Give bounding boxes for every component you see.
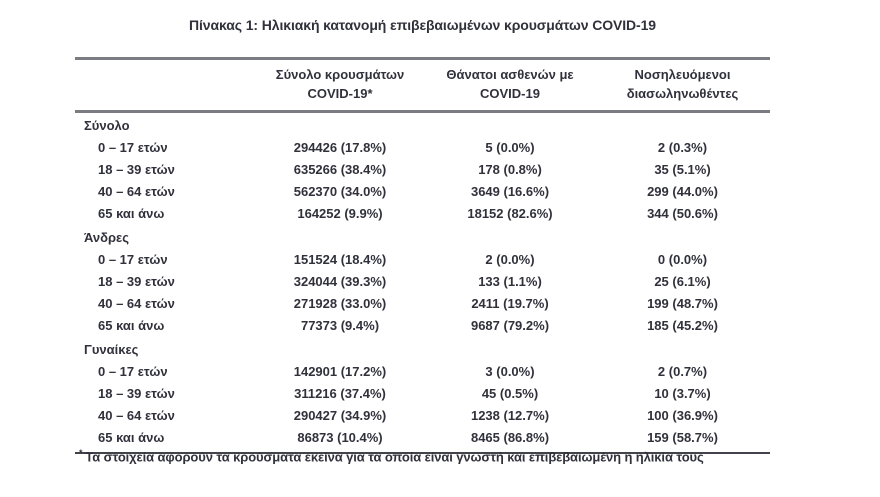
age-label-cell: 0 – 17 ετών bbox=[98, 364, 168, 379]
section-label: Γυναίκες bbox=[84, 342, 139, 357]
age-label-cell: 18 – 39 ετών bbox=[98, 162, 175, 177]
age-label-cell: 65 και άνω bbox=[98, 430, 165, 445]
deaths-cell: 9687 (79.2%) bbox=[470, 318, 550, 333]
cases-cell: 562370 (34.0%) bbox=[293, 184, 387, 199]
deaths-cell: 178 (0.8%) bbox=[478, 162, 542, 177]
header-intubated-line1: Νοσηλευόμενοι bbox=[634, 67, 731, 82]
intubated-cell: 2 (0.7%) bbox=[657, 364, 708, 379]
intubated-cell: 2 (0.3%) bbox=[657, 140, 708, 155]
table-footnote bbox=[79, 448, 799, 464]
header-intubated bbox=[595, 59, 770, 112]
table-row bbox=[75, 159, 770, 181]
age-label-cell: 40 – 64 ετών bbox=[98, 296, 175, 311]
age-label-cell: 65 και άνω bbox=[98, 318, 165, 333]
intubated-cell: 299 (44.0%) bbox=[647, 184, 718, 199]
age-label-cell: 40 – 64 ετών bbox=[98, 184, 175, 199]
cases-cell: 311216 (37.4%) bbox=[294, 386, 386, 401]
deaths-cell: 5 (0.0%) bbox=[485, 140, 535, 155]
header-total-cases-line2: COVID-19* bbox=[307, 86, 373, 101]
cases-cell: 77373 (9.4%) bbox=[300, 318, 380, 333]
cases-cell: 290427 (34.9%) bbox=[293, 408, 387, 423]
cases-cell: 324044 (39.3%) bbox=[293, 274, 387, 289]
covid-age-distribution-table bbox=[75, 57, 770, 454]
table-row bbox=[75, 405, 770, 427]
deaths-cell: 3 (0.0%) bbox=[485, 364, 535, 379]
intubated-cell: 199 (48.7%) bbox=[647, 296, 718, 311]
deaths-cell: 2 (0.0%) bbox=[485, 252, 535, 267]
intubated-cell: 100 (36.9%) bbox=[647, 408, 718, 423]
table-title: Πίνακας 1: Ηλικιακή κατανομή επιβεβαιωμένων κρουσμάτων COVID-19 bbox=[189, 17, 656, 33]
deaths-cell: 18152 (82.6%) bbox=[467, 206, 553, 221]
table-row bbox=[75, 181, 770, 203]
deaths-cell: 3649 (16.6%) bbox=[470, 184, 550, 199]
section-label: Άνδρες bbox=[84, 230, 129, 245]
cases-cell: 635266 (38.4%) bbox=[293, 162, 387, 177]
section-header-women bbox=[75, 337, 770, 361]
section-header-total bbox=[75, 112, 770, 138]
cases-cell: 86873 (10.4%) bbox=[297, 430, 383, 445]
header-row bbox=[75, 59, 770, 112]
intubated-cell: 185 (45.2%) bbox=[647, 318, 718, 333]
cases-cell: 271928 (33.0%) bbox=[293, 296, 387, 311]
header-total-cases-line1: Σύνολο κρουσμάτων bbox=[275, 67, 405, 82]
section-header-men bbox=[75, 225, 770, 249]
table-row bbox=[75, 137, 770, 159]
table-row bbox=[75, 271, 770, 293]
table-row bbox=[75, 203, 770, 225]
deaths-cell: 45 (0.5%) bbox=[481, 386, 539, 401]
section-label: Σύνολο bbox=[84, 118, 130, 133]
intubated-cell: 25 (6.1%) bbox=[654, 274, 711, 289]
table-row bbox=[75, 293, 770, 315]
deaths-cell: 1238 (12.7%) bbox=[470, 408, 550, 423]
intubated-cell: 10 (3.7%) bbox=[654, 386, 711, 401]
cases-cell: 151524 (18.4%) bbox=[293, 252, 387, 267]
deaths-cell: 2411 (19.7%) bbox=[471, 296, 549, 311]
header-intubated-line2: διασωληνωθέντες bbox=[626, 86, 739, 101]
header-deaths bbox=[425, 59, 595, 112]
table-body bbox=[75, 112, 770, 454]
table-row bbox=[75, 315, 770, 337]
age-label-cell: 0 – 17 ετών bbox=[98, 252, 168, 267]
cases-cell: 164252 (9.9%) bbox=[297, 206, 383, 221]
intubated-cell: 344 (50.6%) bbox=[647, 206, 718, 221]
intubated-cell: 159 (58.7%) bbox=[647, 430, 718, 445]
table-header bbox=[75, 59, 770, 112]
age-label-cell: 18 – 39 ετών bbox=[98, 386, 175, 401]
header-deaths-line1: Θάνατοι ασθενών με bbox=[446, 67, 574, 82]
table-row bbox=[75, 361, 770, 383]
header-deaths-line2: COVID-19 bbox=[480, 86, 540, 101]
age-label-cell: 18 – 39 ετών bbox=[98, 274, 175, 289]
age-label-cell: 65 και άνω bbox=[98, 206, 165, 221]
table-container bbox=[75, 57, 770, 454]
cases-cell: 294426 (17.8%) bbox=[293, 140, 387, 155]
header-total-cases bbox=[255, 59, 425, 112]
intubated-cell: 0 (0.0%) bbox=[657, 252, 708, 267]
deaths-cell: 133 (1.1%) bbox=[478, 274, 542, 289]
deaths-cell: 8465 (86.8%) bbox=[470, 430, 550, 445]
footnote-asterisk: * bbox=[79, 448, 83, 458]
table-row bbox=[75, 383, 770, 405]
header-empty-cell bbox=[75, 59, 255, 112]
footnote-text: Τα στοιχεία αφορούν τα κρούσματα εκείνα για τα οποία είναι γνωστή και επιβεβαιωμένη η ηλικία τους bbox=[85, 449, 704, 465]
intubated-cell: 35 (5.1%) bbox=[654, 162, 711, 177]
table-row bbox=[75, 249, 770, 271]
age-label-cell: 40 – 64 ετών bbox=[98, 408, 175, 423]
age-label-cell: 0 – 17 ετών bbox=[98, 140, 168, 155]
cases-cell: 142901 (17.2%) bbox=[293, 364, 387, 379]
